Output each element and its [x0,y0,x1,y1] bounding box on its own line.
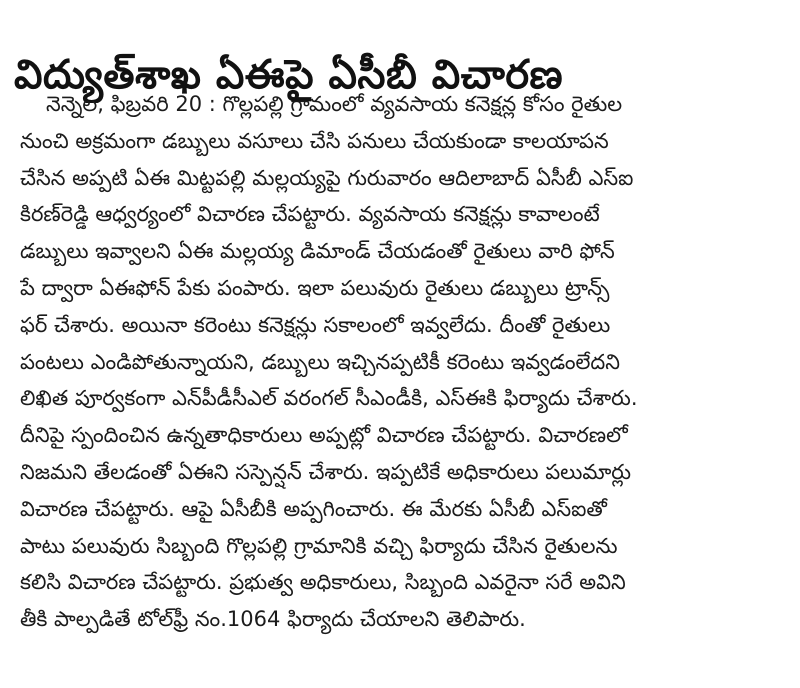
article-line: నెన్నెల, ఫిబ్రవరి 20 : గొల్లపల్లి గ్రామంలో వ్యవసాయ కనెక్షన్ల కోసం రైతుల [46,92,623,116]
article-line: దీనిపై స్పందించిన ఉన్నతాధికారులు అప్పట్లో విచారణ చేపట్టారు. విచారణలో [20,423,628,448]
article-line: నుంచి అక్రమంగా డబ్బులు వసూలు చేసి పనులు చేయకుండా కాలయాపన [20,128,609,153]
article-line: నిజమని తేలడంతో ఏఈని సస్పెన్షన్‌ చేశారు. ఇప్పటికే అధికారులు పలుమార్లు [20,459,632,484]
article-headline: విద్యుత్‌శాఖ ఏఈపై ఏసీబీ విచారణ [14,51,564,98]
article-line: విచారణ చేపట్టారు. ఆపై ఏసీబీకి అప్పగించారు. ఈ మేరకు ఏసీబీ ఎస్‌ఐతో [20,496,607,521]
article-line: పంటలు ఎండిపోతున్నాయని, డబ్బులు ఇచ్చినప్పటికీ కరెంటు ఇవ్వడంలేదని [20,349,620,374]
article-line: పాటు పలువురు సిబ్బంది గొల్లపల్లి గ్రామానికి వచ్చి ఫిర్యాదు చేసిన రైతులను [20,533,618,558]
article-line: చేసిన అప్పటి ఏఈ మిట్టపల్లి మల్లయ్యపై గురువారం ఆదిలాబాద్‌ ఏసీబీ ఎస్‌ఐ [20,165,634,190]
article-line: కలిసి విచారణ చేపట్టారు. ప్రభుత్వ అధికారులు, సిబ్బంది ఎవరైనా సరే అవిని [20,570,626,595]
clipped-previous-text [30,0,570,6]
article-line: తీకి పాల్పడితే టోల్‌ఫ్రీ నం.1064 ఫిర్యాదు చేయాలని తెలిపారు. [20,607,526,632]
article-line: కిరణ్‌రెడ్డి ఆధ్వర్యంలో విచారణ చేపట్టారు. వ్యవసాయ కనెక్షన్లు కావాలంటే [20,202,600,227]
article-body [20,86,788,638]
article-line: పే ద్వారా ఏఈఫోన్‌ పేకు పంపారు. ఇలా పలువురు రైతులు డబ్బులు ట్రాన్స్‌ [20,275,610,300]
article-line: ఫర్‌ చేశారు. అయినా కరెంటు కనెక్షన్లు సకాలంలో ఇవ్వలేదు. దీంతో రైతులు [20,312,611,337]
article-line: డబ్బులు ఇవ్వాలని ఏఈ మల్లయ్య డిమాండ్‌ చేయడంతో రైతులు వారి ఫోన్‌ [20,239,615,264]
article-line: లిఖిత పూర్వకంగా ఎన్‌పీడీసీఎల్‌ వరంగల్‌ సీఎండీకి, ఎస్‌ఈకి ఫిర్యాదు చేశారు. [20,386,638,411]
